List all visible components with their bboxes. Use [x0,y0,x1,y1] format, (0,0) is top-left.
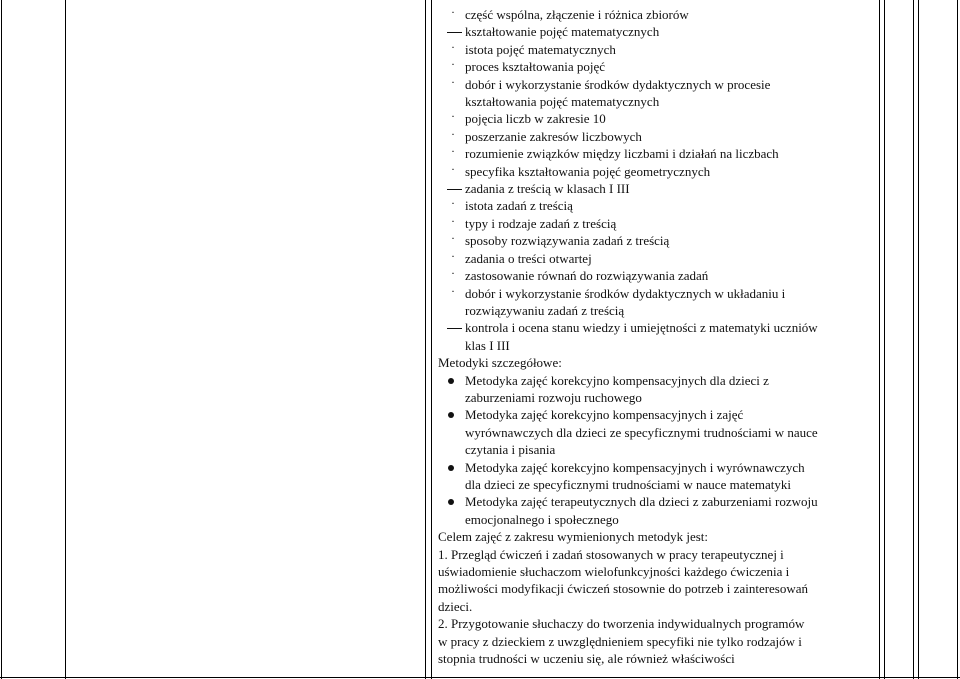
document-content [438,6,874,667]
method-text: wyrównawczych dla dzieci ze specyficznymi trudnościami w nauce [465,424,818,440]
method-text: emocjonalnego i społecznego [465,511,619,527]
list-item-text: zadania z treścią w klasach I III [465,181,630,197]
dot-bullet-icon: · [451,213,455,228]
list-item [438,23,874,40]
list-item [438,6,874,23]
dash-bullet-icon [447,32,462,33]
dot-bullet-icon: · [451,57,455,72]
list-item [438,110,874,127]
list-item-text: poszerzanie zakresów liczbowych [465,128,642,144]
goal-text: 2. Przygotowanie słuchaczy do tworzenia indywidualnych programów [438,616,805,632]
list-item-text: dobór i wykorzystanie środków dydaktycznych w układaniu i [465,285,786,301]
list-item-text: kontrola i ocena stanu wiedzy i umiejętności z matematyki uczniów [465,320,818,336]
column-divider [918,0,919,679]
column-divider [425,0,426,679]
list-item [438,215,874,232]
list-item-text: proces kształtowania pojęć [465,59,606,75]
list-item [438,250,874,267]
list-item [438,232,874,249]
list-item-text: rozumienie związków między liczbami i działań na liczbach [465,146,779,162]
list-item-text: istota zadań z treścią [465,198,573,214]
goal-paragraph [438,615,874,667]
goal-text: możliwości modyfikacji ćwiczeń stosownie do potrzeb i zainteresowań [438,581,809,597]
column-divider [431,0,432,679]
dot-bullet-icon: · [451,126,455,141]
list-item-text: część wspólna, złączenie i różnica zbiorów [465,7,689,22]
table-bottom-border [0,677,960,678]
column-divider [884,0,885,679]
list-item [438,128,874,145]
method-text: Metodyka zajęć korekcyjno kompensacyjnych dla dzieci z [465,372,769,388]
list-item-text: rozwiązywaniu zadań z treścią [465,302,625,318]
round-bullet-icon [448,378,454,384]
column-divider [65,0,66,679]
list-item [438,285,874,320]
list-item-text: pojęcia liczb w zakresie 10 [465,111,606,127]
dot-bullet-icon: · [451,5,455,19]
dash-bullet-icon [447,328,462,329]
list-item [438,319,874,354]
list-item [438,145,874,162]
goal-text: 1. Przegląd ćwiczeń i zadań stosowanych w pracy terapeutycznej i [438,546,784,562]
method-list-item [438,493,874,528]
goal-paragraph [438,546,874,616]
dot-bullet-icon: · [451,39,455,54]
method-text: Metodyka zajęć terapeutycznych dla dzieci z zaburzeniami rozwoju [465,494,818,510]
list-item-text: specyfika kształtowania pojęć geometrycznych [465,163,711,179]
section-heading: Metodyki szczegółowe: [438,355,562,371]
method-text: Metodyka zajęć korekcyjno kompensacyjnych i zajęć [465,407,744,423]
goal-text: dzieci. [438,598,473,614]
dot-bullet-icon: · [451,144,455,159]
dot-bullet-icon: · [451,231,455,246]
dot-bullet-icon: · [451,161,455,176]
list-item-text: kształtowanie pojęć matematycznych [465,24,660,40]
list-item [438,180,874,197]
table-border-right [957,0,958,679]
list-item-text: zastosowanie równań do rozwiązywania zadań [465,268,709,284]
goal-text: w pracy z dzieckiem z uwzględnieniem specyfiki nie tylko rodzajów i [438,633,802,649]
table-border-left [1,0,2,679]
method-list-item [438,372,874,407]
list-item-text: kształtowania pojęć matematycznych [465,94,660,110]
list-item [438,197,874,214]
goal-text: uświadomienie słuchaczom wielofunkcyjności każdego ćwiczenia i [438,564,790,579]
list-item [438,58,874,75]
list-item-text: zadania o treści otwartej [465,250,592,266]
dot-bullet-icon: · [451,109,455,124]
dot-bullet-icon: · [451,248,455,263]
list-item [438,76,874,111]
list-item-text: typy i rodzaje zadań z treścią [465,215,617,231]
list-item-text: sposoby rozwiązywania zadań z treścią [465,233,670,249]
goal-text: stopnia trudności w uczeniu się, ale również właściwości [438,651,735,667]
round-bullet-icon [448,499,454,505]
method-text: dla dzieci ze specyficznymi trudnościami w nauce matematyki [465,476,791,492]
dot-bullet-icon: · [451,196,455,211]
method-text: czytania i pisania [465,442,556,458]
dash-bullet-icon [447,189,462,190]
list-item-text: klas I III [465,337,510,353]
goals-heading: Celem zajęć z zakresu wymienionych metodyk jest: [438,529,709,545]
dot-bullet-icon: · [451,266,455,281]
list-item [438,267,874,284]
list-item-text: dobór i wykorzystanie środków dydaktycznych w procesie [465,76,771,92]
column-divider [913,0,914,679]
method-text: Metodyka zajęć korekcyjno kompensacyjnych i wyrównawczych [465,459,805,475]
method-list-item [438,406,874,458]
dot-bullet-icon: · [451,74,455,89]
dot-bullet-icon: · [451,283,455,298]
list-item-text: istota pojęć matematycznych [465,41,616,57]
list-item [438,163,874,180]
round-bullet-icon [448,412,454,418]
round-bullet-icon [448,465,454,471]
list-item [438,41,874,58]
method-list-item [438,459,874,494]
column-divider [879,0,880,679]
method-text: zaburzeniami rozwoju ruchowego [465,389,642,405]
